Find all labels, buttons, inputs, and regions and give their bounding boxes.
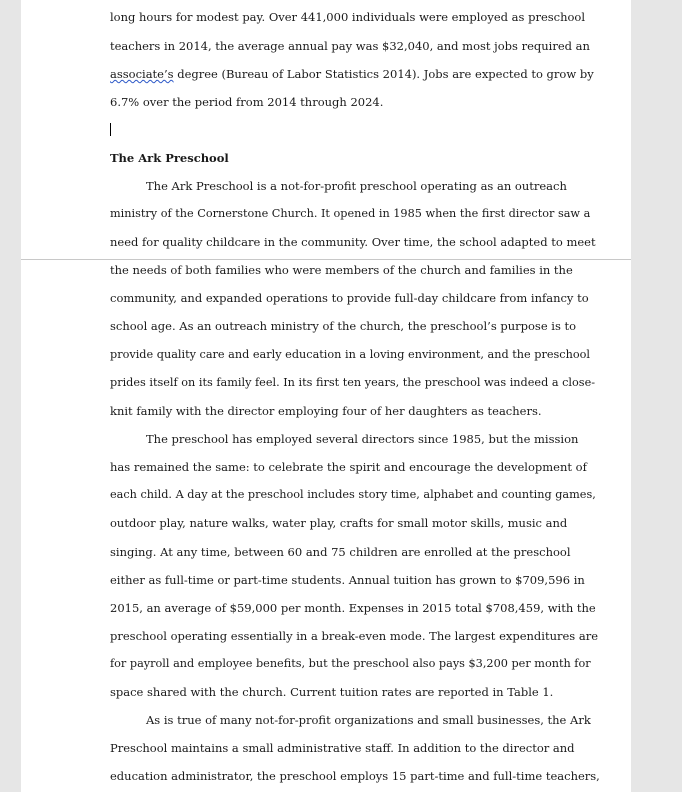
body-text-line: for payroll and employee benefits, but the preschool also pays $3,200 per month for [110, 657, 591, 670]
paragraph-first-line: The preschool has employed several directors since 1985, but the mission [146, 432, 579, 446]
body-text-line: prides itself on its family feel. In its first ten years, the preschool was indeed a close- [110, 376, 596, 389]
body-text-line: 6.7% over the period from 2014 through 2024. [110, 95, 384, 109]
body-text-line: singing. At any time, between 60 and 75 children are enrolled at the preschool [110, 545, 571, 559]
body-text-line: each child. A day at the preschool includes story time, alphabet and counting games, [110, 488, 596, 501]
body-text-line: Preschool maintains a small administrative staff. In addition to the director and [110, 741, 575, 755]
body-text-line: either as full-time or part-time students. Annual tuition has grown to $709,596 in [110, 573, 585, 587]
body-text-line: long hours for modest pay. Over 441,000 individuals were employed as preschool [110, 10, 586, 24]
body-text-line: ministry of the Cornerstone Church. It opened in 1985 when the first director saw a [110, 207, 591, 220]
body-text-segment: degree (Bureau of Labor Statistics 2014). Jobs are expected to grow by [173, 67, 594, 81]
paragraph-first-line: The Ark Preschool is a not-for-profit preschool operating as an outreach [146, 179, 567, 193]
body-text-line: outdoor play, nature walks, water play, crafts for small motor skills, music and [110, 516, 568, 530]
body-text-line [110, 67, 594, 81]
body-text-line: space shared with the church. Current tuition rates are reported in Table 1. [110, 685, 554, 699]
body-text-line: has remained the same: to celebrate the spirit and encourage the development of [110, 460, 587, 474]
body-text-line: knit family with the director employing four of her daughters as teachers. [110, 404, 542, 418]
body-text-line: preschool operating essentially in a break-even mode. The largest expenditures are [110, 629, 599, 643]
paragraph-first-line: As is true of many not-for-profit organizations and small businesses, the Ark [146, 713, 591, 727]
text-cursor [110, 123, 111, 136]
page-break-divider [21, 259, 631, 260]
body-text-line: school age. As an outreach ministry of the church, the preschool’s purpose is to [110, 319, 577, 333]
body-text-line: teachers in 2014, the average annual pay was $32,040, and most jobs required an [110, 39, 590, 53]
section-heading: The Ark Preschool [110, 151, 229, 165]
body-text-line: provide quality care and early education in a loving environment, and the preschool [110, 348, 590, 361]
spelling-flagged-word[interactable]: associate’s [110, 67, 174, 81]
body-text-line: the needs of both families who were members of the church and families in the [110, 263, 573, 277]
body-text-line: community, and expanded operations to provide full-day childcare from infancy to [110, 291, 589, 305]
document-page[interactable] [21, 0, 631, 792]
body-text-line: education administrator, the preschool employs 15 part-time and full-time teachers, [110, 769, 600, 783]
body-text-line: need for quality childcare in the community. Over time, the school adapted to meet [110, 235, 596, 249]
body-text-line: 2015, an average of $59,000 per month. Expenses in 2015 total $708,459, with the [110, 601, 596, 615]
